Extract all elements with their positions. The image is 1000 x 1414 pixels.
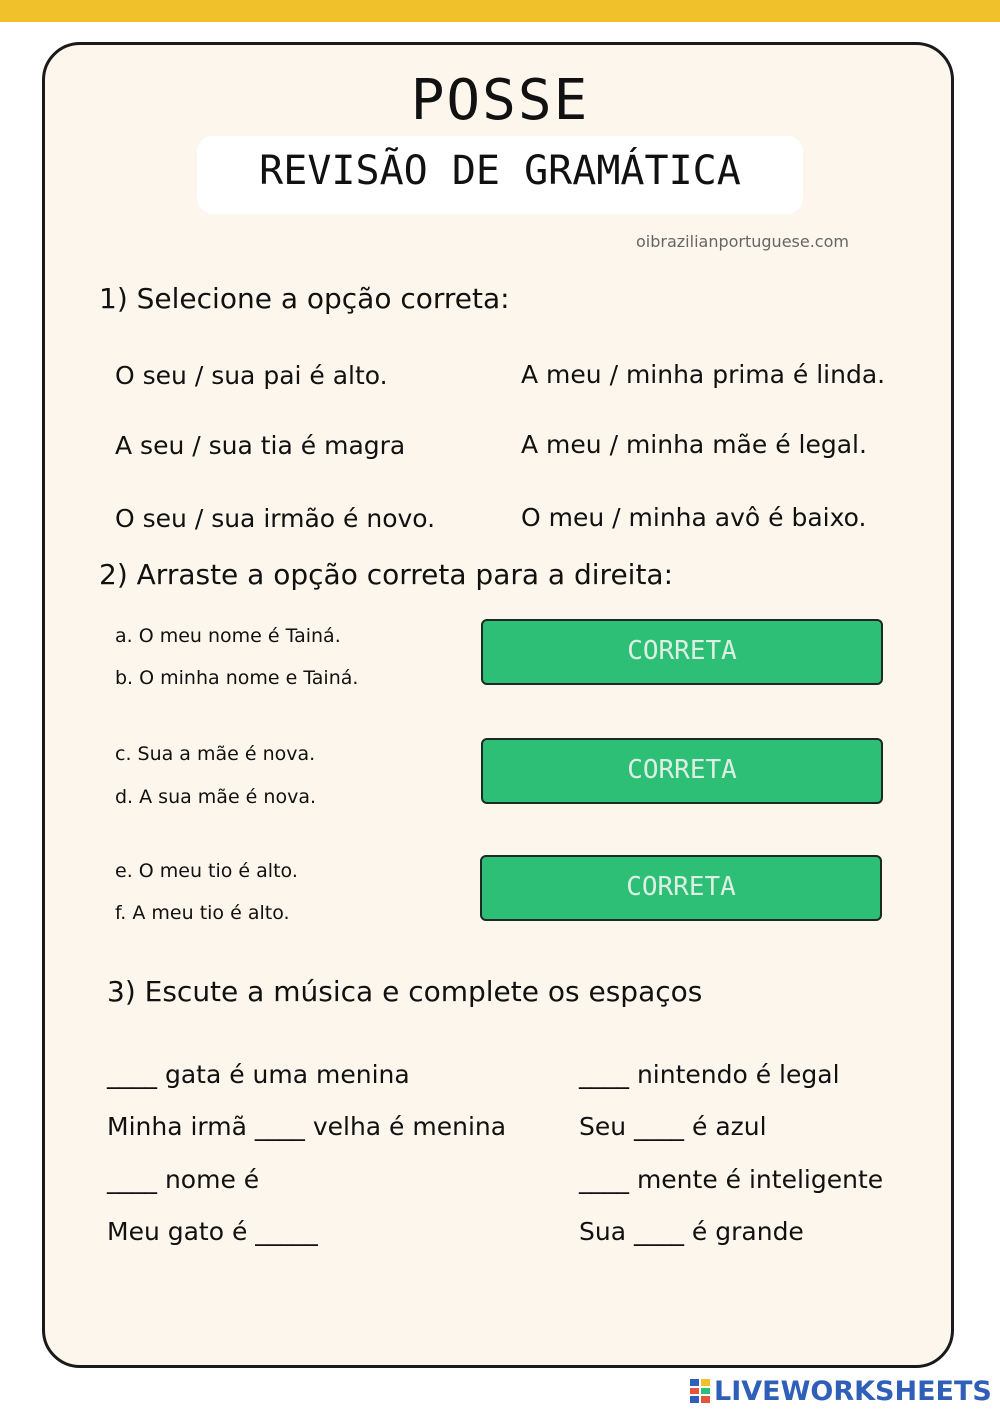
drop-target[interactable]: CORRETA (481, 738, 883, 804)
drag-option[interactable]: d. A sua mãe é nova. (115, 786, 317, 808)
drag-option[interactable]: a. O meu nome é Tainá. (115, 625, 341, 647)
fill-in-line[interactable]: Sua ____ é grande (579, 1217, 804, 1246)
choice-sentence[interactable]: A seu / sua tia é magra (115, 431, 406, 460)
fill-in-line[interactable]: ____ nome é (107, 1165, 260, 1194)
choice-sentence[interactable]: O meu / minha avô é baixo. (521, 503, 867, 532)
fill-in-line[interactable]: Seu ____ é azul (579, 1112, 767, 1141)
drag-option[interactable]: e. O meu tio é alto. (115, 860, 298, 882)
drag-option[interactable]: f. A meu tio é alto. (115, 902, 290, 924)
fill-in-line[interactable]: ____ gata é uma menina (107, 1060, 410, 1089)
question-2: 2) Arraste a opção correta para a direita: (99, 558, 674, 591)
fill-in-line[interactable]: Minha irmã ____ velha é menina (107, 1112, 507, 1141)
brand-name: LIVEWORKSHEETS (714, 1375, 992, 1407)
liveworksheets-footer[interactable] (690, 1376, 992, 1406)
top-accent-bar (0, 0, 1000, 22)
fill-in-line[interactable]: ____ nintendo é legal (579, 1060, 840, 1089)
drag-option[interactable]: b. O minha nome e Tainá. (115, 667, 359, 689)
drag-option[interactable]: c. Sua a mãe é nova. (115, 743, 316, 765)
drop-target[interactable]: CORRETA (481, 619, 883, 685)
choice-sentence[interactable]: A meu / minha prima é linda. (521, 360, 886, 389)
fill-in-line[interactable]: ____ mente é inteligente (579, 1165, 884, 1194)
liveworksheets-logo-icon (690, 1379, 710, 1403)
choice-sentence[interactable]: O seu / sua irmão é novo. (115, 504, 436, 533)
question-1: 1) Selecione a opção correta: (99, 282, 510, 315)
drop-target[interactable]: CORRETA (480, 855, 882, 921)
page-subtitle: REVISÃO DE GRAMÁTICA (259, 148, 741, 194)
question-3: 3) Escute a música e complete os espaços (107, 975, 703, 1008)
site-credit: oibrazilianportuguese.com (636, 232, 849, 251)
choice-sentence[interactable]: O seu / sua pai é alto. (115, 361, 388, 390)
page-title: POSSE (410, 68, 590, 133)
choice-sentence[interactable]: A meu / minha mãe é legal. (521, 430, 867, 459)
fill-in-line[interactable]: Meu gato é _____ (107, 1217, 318, 1246)
